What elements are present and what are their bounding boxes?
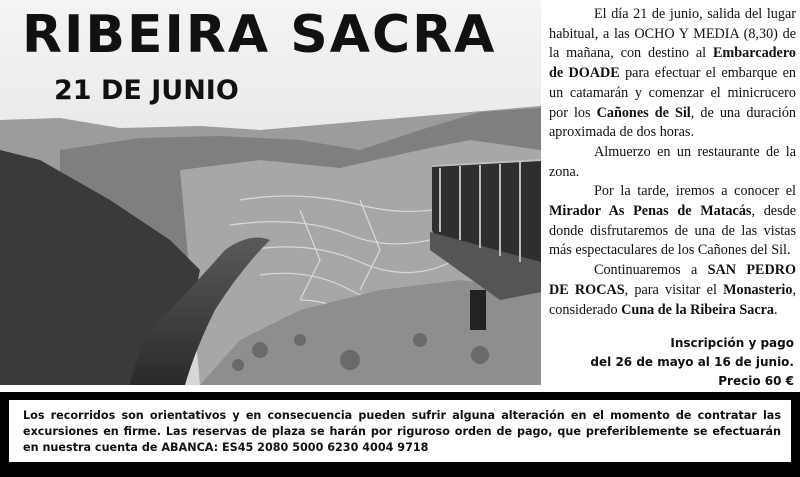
registration-heading: Inscripción y pago [670, 336, 794, 350]
itinerary-description [549, 5, 796, 320]
registration-info [534, 334, 794, 391]
registration-dates: del 26 de mayo al 16 de junio. [590, 355, 794, 369]
itinerary-paragraph-departure: El día 21 de junio, salida del lugar habitual, a las OCHO Y MEDIA (8,30) de la mañana, con destino al Embarcadero de DOADE para efectuar el embarque en un catamarán y comenzar el minicrucero por los Cañones de Sil, de una duración aproximada de dos horas. [549, 6, 797, 141]
itinerary-paragraph-afternoon: Por la tarde, iremos a conocer el Mirador As Penas de Matacás, desde donde disfrutaremos de una de las vistas más espectaculares de los Cañones del Sil. [549, 183, 796, 259]
event-date: 21 DE JUNIO [54, 75, 239, 106]
footer-notice-box [0, 392, 800, 477]
price: Precio 60 € [718, 374, 794, 388]
itinerary-paragraph-lunch: Almuerzo en un restaurante de la zona. [549, 143, 796, 180]
event-title: RIBEIRA SACRA [22, 5, 497, 65]
footer-notice-text: Los recorridos son orientativos y en consecuencia pueden sufrir alguna alteración en el momento de contratar las excursiones en firme. Las reservas de plaza se harán por riguroso orden de pago, que preferiblemente se efectuarán en nuestra cuenta de ABANCA: ES45 2080 5000 6230 4004 9718 [23, 409, 781, 454]
footer-notice-inner [9, 400, 791, 462]
itinerary-paragraph-monastery: Continuaremos a SAN PEDRO DE ROCAS, para visitar el Monasterio, considerado Cuna de la Ribeira Sacra. [549, 262, 796, 318]
